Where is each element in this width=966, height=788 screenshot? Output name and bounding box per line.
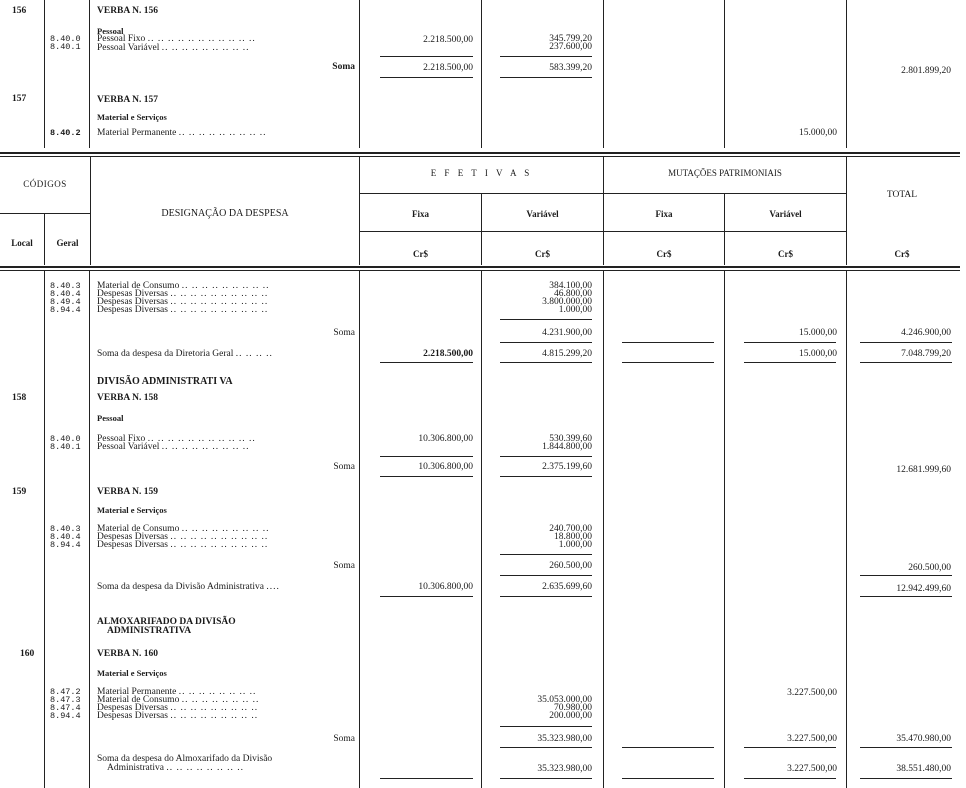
soma-label: Soma [333,462,355,472]
subtotal-variavel: 35.323.980,00 [537,764,592,774]
subtotal-label: Soma da despesa da Diretoria Geral .. .. .. .. [97,349,273,359]
verba-157-code: 157 [12,94,27,104]
item-row: Despesas Diversas .. .. .. .. .. .. .. .. .. .. [97,532,269,542]
subtotal-fixa: 10.306.800,00 [418,582,473,592]
code-row: 8.40.3 [50,524,81,534]
value-variavel: 530.399,60 [549,434,592,444]
soma-label: Soma [333,328,355,338]
item-row: Pessoal Variável .. .. .. .. .. .. .. .. .. [97,442,250,452]
section-title-cont: ADMINISTRATIVA [107,626,192,636]
header-efetivas: E F E T I V A S [430,168,533,178]
item-row: Material Permanente .. .. .. .. .. .. .. .. .. [97,128,267,138]
code-row: 8.94.4 [50,540,81,550]
code-row: 8.40.0 [50,434,81,444]
header-local: Local [11,238,33,248]
subtotal-fixa: 2.218.500,00 [423,349,473,359]
item-row: Pessoal Fixo .. .. .. .. .. .. .. .. .. .. .. [97,434,256,444]
verba-159-code: 159 [12,487,27,497]
soma-variavel: 260.500,00 [549,561,592,571]
subtotal-total: 12.942.499,60 [896,584,951,594]
verba-158-code: 158 [12,393,27,403]
item-row: Despesas Diversas .. .. .. .. .. .. .. .. .. .. [97,305,269,315]
code-row: 8.47.2 [50,687,81,697]
value-variavel: 200.000,00 [549,711,592,721]
subtotal-label: Soma da despesa da Divisão Administrativa .... [97,582,280,592]
code-row: 8.49.4 [50,297,81,307]
subtotal-total: 7.048.799,20 [901,349,951,359]
header-variavel-mut: Variável [769,209,802,219]
header-total: TOTAL [886,190,918,200]
value-variavel: 345.799,20 [549,34,592,44]
soma-total: 12.681.999,60 [896,465,951,475]
soma-variavel: 583.399,20 [549,63,592,73]
soma-variavel: 35.323.980,00 [537,734,592,744]
soma-total: 4.246.900,00 [901,328,951,338]
section-pessoal: Pessoal [97,26,124,36]
section-title: DIVISÃO ADMINISTRATI VA [97,376,233,387]
header-variavel: Variável [526,209,559,219]
code-row: 8.47.4 [50,703,81,713]
subtotal-mut-variavel: 3.227.500,00 [787,764,837,774]
total-value: 2.801.899,20 [901,66,951,76]
code-row: 8.94.4 [50,305,81,315]
verba-159-title: VERBA N. 159 [97,487,158,497]
soma-variavel: 2.375.199,60 [542,462,592,472]
currency-label: Cr$ [413,249,428,259]
code-row: 8.40.1 [50,42,81,52]
item-row: Material de Consumo .. .. .. .. .. .. .. .. .. [97,524,270,534]
item-row: Pessoal Fixo .. .. .. .. .. .. .. .. .. .. .. [97,34,256,44]
value-variavel: 70.980,00 [554,703,592,713]
header-geral: Geral [56,238,79,248]
verba-160-title: VERBA N. 160 [97,649,158,659]
verba-157-title: VERBA N. 157 [97,95,158,105]
value-variavel: 237.600,00 [549,42,592,52]
subtotal-label: Soma da despesa do Almoxarifado da Divisão [97,754,273,764]
section-material: Material e Serviços [97,112,167,122]
header-designacao: DESIGNAÇÃO DA DESPESA [161,208,289,219]
value-fixa: 2.218.500,00 [423,35,473,45]
currency-label: Cr$ [894,249,910,259]
item-row: Despesas Diversas .. .. .. .. .. .. .. .. .. [97,711,259,721]
item-row: Despesas Diversas .. .. .. .. .. .. .. .. .. .. [97,297,269,307]
mut-variavel-value: 3.227.500,00 [787,688,837,698]
currency-label: Cr$ [535,249,550,259]
subtotal-label-cont: Administrativa .. .. .. .. .. .. .. .. [107,763,244,773]
value-variavel: 18.800,00 [554,532,592,542]
section-material: Material e Serviços [97,668,167,678]
code-row: 8.94.4 [50,711,81,721]
code-row: 8.40.3 [50,281,81,291]
value-fixa: 10.306.800,00 [418,434,473,444]
value-variavel: 35.053.000,00 [537,695,592,705]
soma-fixa: 2.218.500,00 [423,63,473,73]
code-row: 8.40.4 [50,289,81,299]
item-row: Material Permanente .. .. .. .. .. .. .. .. [97,687,257,697]
soma-label: Soma [333,561,355,571]
code-row: 8.40.1 [50,442,81,452]
subtotal-total: 38.551.480,00 [896,764,951,774]
verba-158-title: VERBA N. 158 [97,393,158,403]
soma-label: Soma [333,734,355,744]
soma-total: 35.470.980,00 [896,734,951,744]
header-fixa: Fixa [412,209,429,219]
header-codigos: CÓDIGOS [23,179,67,189]
section-pessoal: Pessoal [97,413,124,423]
soma-mut-variavel: 3.227.500,00 [787,734,837,744]
item-row: Despesas Diversas .. .. .. .. .. .. .. .. .. [97,703,259,713]
soma-fixa: 10.306.800,00 [418,462,473,472]
soma-mut-variavel: 15.000,00 [799,328,837,338]
soma-variavel: 4.231.900,00 [542,328,592,338]
section-title: ALMOXARIFADO DA DIVISÃO [97,617,236,627]
verba-156-title: VERBA N. 156 [97,6,158,16]
code-row: 8.40.0 [50,34,81,44]
mut-variavel-value: 15.000,00 [799,128,837,138]
item-row: Material de Consumo .. .. .. .. .. .. .. .. .. [97,281,270,291]
value-variavel: 1.000,00 [558,305,592,315]
code-row: 8.47.3 [50,695,81,705]
value-variavel: 46.800,00 [554,289,592,299]
value-variavel: 240.700,00 [549,524,592,534]
item-row: Despesas Diversas .. .. .. .. .. .. .. .. .. .. [97,540,269,550]
item-row: Pessoal Variável .. .. .. .. .. .. .. .. .. [97,43,250,53]
header-mutacoes: MUTAÇÕES PATRIMONIAIS [668,168,782,178]
subtotal-variavel: 4.815.299,20 [542,349,592,359]
value-variavel: 1.000,00 [558,540,592,550]
code-row: 8.40.4 [50,532,81,542]
value-variavel: 3.800.000,00 [542,297,592,307]
subtotal-mut-variavel: 15.000,00 [799,349,837,359]
header-fixa-mut: Fixa [655,209,673,219]
soma-label: Soma [332,62,355,72]
soma-total: 260.500,00 [908,563,951,573]
subtotal-variavel: 2.635.699,60 [542,582,592,592]
code-row: 8.40.2 [50,128,81,138]
verba-156-code: 156 [12,6,27,16]
value-variavel: 384.100,00 [549,281,592,291]
section-material: Material e Serviços [97,505,167,515]
value-variavel: 1.844.800,00 [542,442,592,452]
item-row: Material de Consumo .. .. .. .. .. .. .. .. [97,695,260,705]
item-row: Despesas Diversas .. .. .. .. .. .. .. .. .. .. [97,289,269,299]
verba-160-code: 160 [20,649,35,659]
currency-label: Cr$ [656,249,672,259]
currency-label: Cr$ [778,249,793,259]
